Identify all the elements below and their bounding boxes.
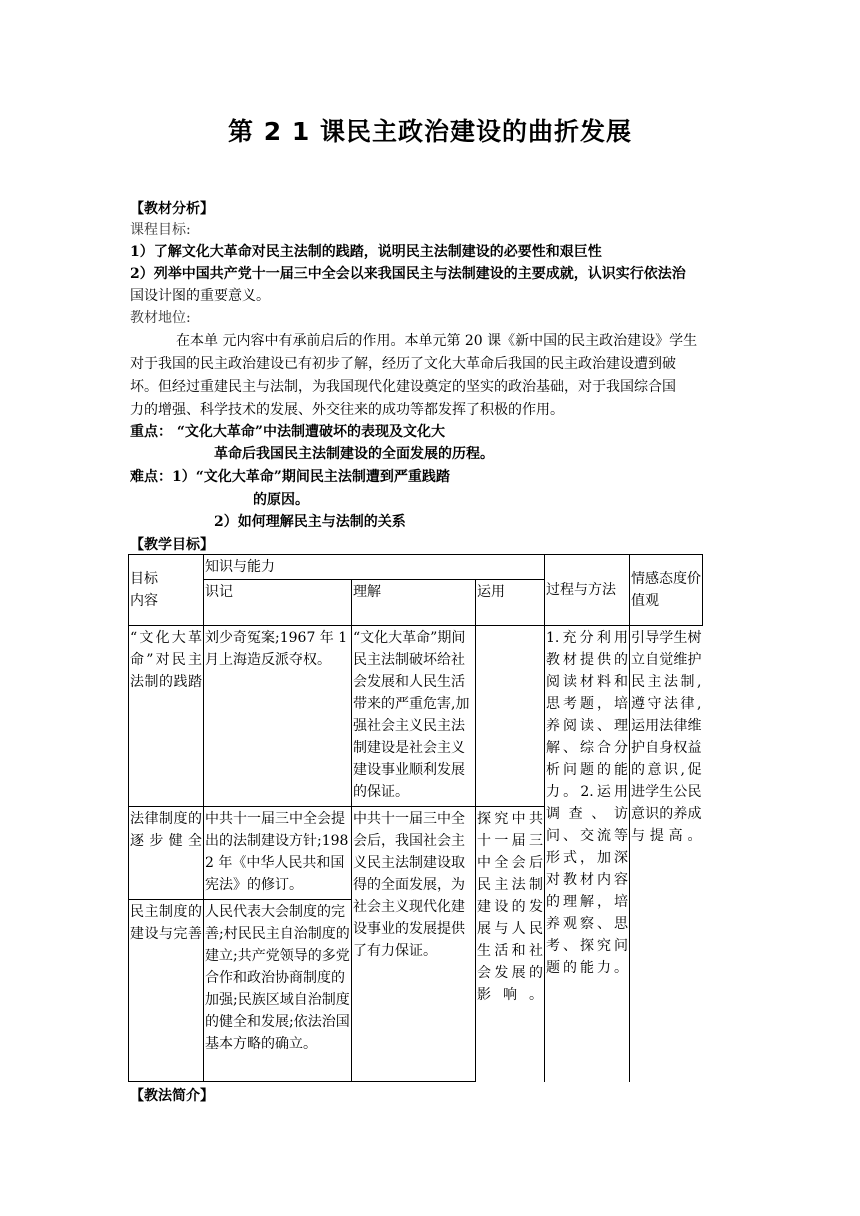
section-heading-analysis: 【教材分析】 [130,201,214,217]
goal-2-line-1: 2）列举中国共产党十一届三中全会以来我国民主与法制建设的主要成就，认识实行依法治 [130,266,686,282]
header-knowledge-ability: 知识与能力 [204,555,545,580]
header-recognize: 识记 [204,580,352,626]
row-apply [476,626,545,807]
row-understand: 中共十一届三中全会后，我国社会主义民主法制建设取得的全面发展，为社会主义现代化建设事业的发展提供了有力保证。 [352,807,476,1082]
key-point-line-2: 革命后我国民主法制建设的全面发展的历程。 [214,446,494,462]
emotion-values-cell: 引导学生树立自觉维护民主法制,遵守法律,运用法律维护自身权益的意识,促进学生公民意识的养成与提高。 [630,626,703,1082]
header-process-method: 过程与方法 [545,555,630,626]
row-recognize: 人民代表大会制度的完善;村民民主自治制度的建立;共产党领导的多党合作和政治协商制度的加强;民族区域自治制度的健全和发展;依法治国基本方略的确立。 [204,900,352,1082]
header-apply: 运用 [476,580,545,626]
row-apply: 探究中共十一届三中全会后民主法制建设的发展与人民生活和社会发展的影响。 [476,807,545,1082]
row-content: 法律制度的逐步健全 [129,807,204,900]
header-emotion-values: 情感态度价值观 [630,555,703,626]
goal-1: 1）了解文化大革命对民主法制的践踏，说明民主法制建设的必要性和艰巨性 [130,244,602,260]
row-content: “文化大革命”对民主法制的践踏 [129,626,204,807]
difficulty-line-2: 的原因。 [253,492,309,508]
section-heading-goals: 【教学目标】 [130,537,214,553]
row-recognize: 中共十一届三中全会提出的法制建设方针;1982 年《中华人民共和国宪法》的修订。 [204,807,352,900]
position-line-4: 力的增强、科学技术的发展、外交往来的成功等都发挥了积极的作用。 [130,402,564,418]
difficulty-line-3: 2）如何理解民主与法制的关系 [214,514,406,530]
goals-label: 课程目标: [130,222,191,238]
position-line-2: 对于我国的民主政治建设已有初步了解，经历了文化大革命后我国的民主政治建设遭到破 [130,356,676,372]
row-understand: “文化大革命”期间民主法制破坏给社会发展和人民生活带来的严重危害,加强社会主义民主法制建设是社会主义建设事业顺利发展的保证。 [352,626,476,807]
key-point-line-1: 重点： “文化大革命”中法制遭破坏的表现及文化大 [130,424,445,440]
table-row [129,626,703,807]
teaching-goals-table [128,554,703,1082]
page-title: 第 2 1 课民主政治建设的曲折发展 [228,117,632,146]
goal-2-line-2: 国设计图的重要意义。 [130,288,270,304]
row-recognize: 刘少奇冤案;1967 年 1 月上海造反派夺权。 [204,626,352,807]
position-line-3: 坏。但经过重建民主与法制，为我国现代化建设奠定的坚实的政治基础，对于我国综合国 [130,379,676,395]
position-line-1: 在本单 元内容中有承前启后的作用。本单元第 20 课《新中国的民主政治建设》学生 [176,333,698,349]
process-method-cell: 1.充分利用教材提供的阅读材料和思考题，培养阅读、理解、综合分析问题的能力。2.运用调查、访问、交流等形式，加深对教材内容的理解，培养观察、思考、探究问题的能力。 [545,626,630,1082]
difficulty-line-1: 难点：1）“文化大革命”期间民主法制遭到严重践踏 [130,469,450,485]
section-heading-method: 【教法简介】 [130,1088,214,1104]
header-understand: 理解 [352,580,476,626]
header-target-content: 目标 内容 [129,555,204,626]
position-label: 教材地位: [130,310,191,326]
row-content: 民主制度的建设与完善 [129,900,204,1082]
